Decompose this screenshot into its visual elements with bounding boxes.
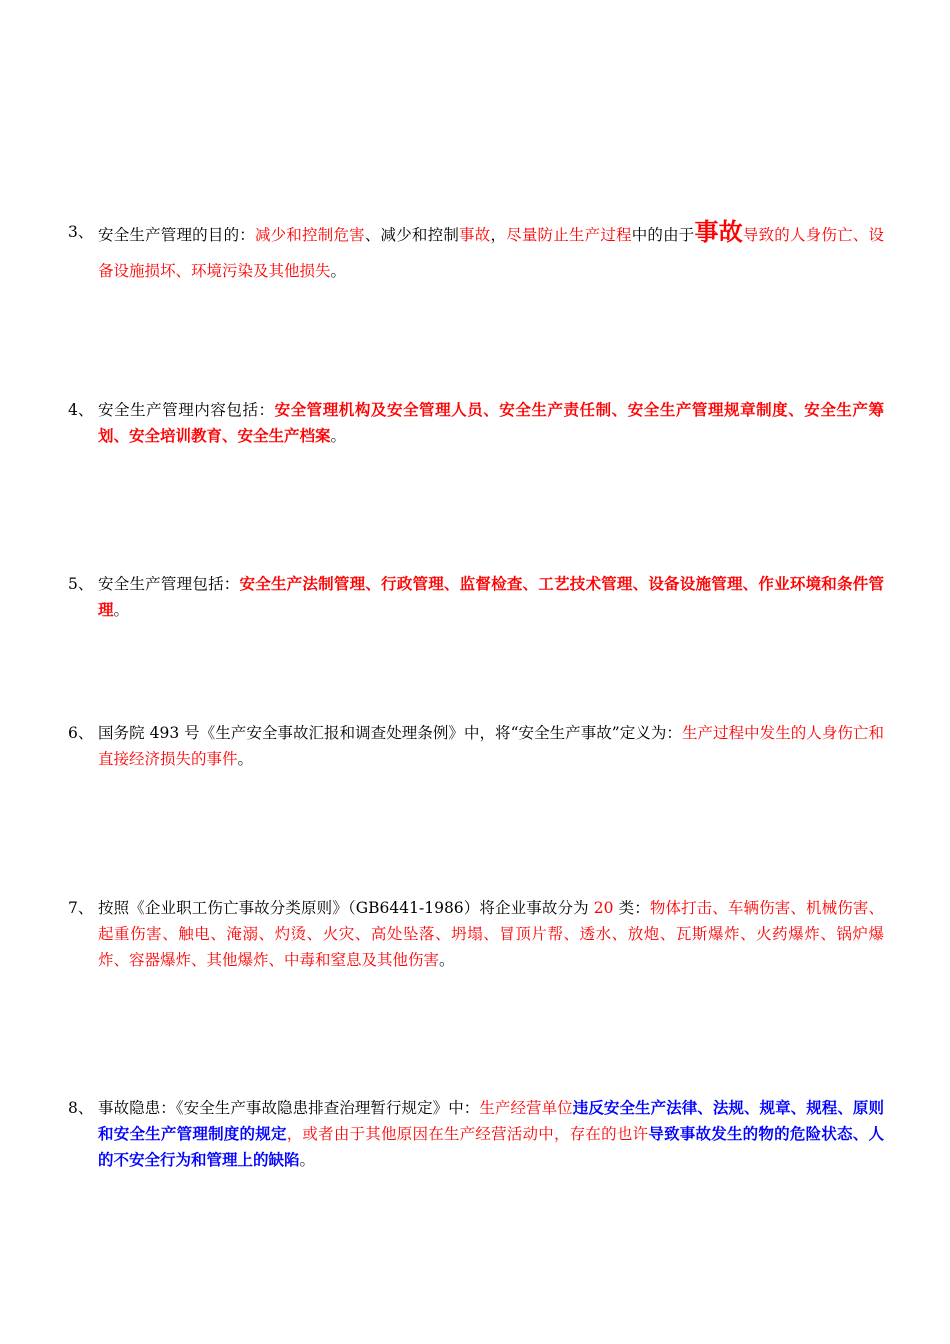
text-segment: 安全生产法制管理、行政管理、监督检查、工艺技术管理、设备设施管理、作业环境和条件管理 [98,574,884,619]
text-segment: 尽量防止生产过程 [506,226,632,244]
text-segment: 。 [330,262,347,280]
item-text [98,571,884,623]
item-number: 8、 [68,1099,94,1117]
text-segment: 国务院 493 号《生产安全事故汇报和调查处理条例》中，将“安全生产事故”定义为： [98,724,682,742]
text-segment: 物体打击、车辆伤害、机械伤害、起重伤害、触电、淹溺、灼烫、火灾、高处坠落、坍塌、冒顶片帮、透水、放炮、瓦斯爆炸、火药爆炸、锅炉爆炸、容器爆炸、其他爆炸、中毒和窒息及其他伤害 [98,899,884,969]
text-segment: 生产过程中发生的人身伤亡和直接经济损失的事件 [98,724,884,768]
text-segment: 。 [439,951,455,969]
text-segment: 安全生产管理的目的： [98,226,255,244]
item-text [98,397,884,449]
item-5 [68,571,884,623]
text-segment: 减少和控制危害 [254,226,365,244]
text-segment: 安全生产管理包括： [98,575,240,593]
text-segment: 生产经营单位 [479,1099,573,1117]
item-number: 5、 [68,575,94,593]
item-number: 3、 [68,223,94,241]
text-segment: 安全管理机构及安全管理人员、安全生产责任制、安全生产管理规章制度、安全生产筹划、安全培训教育、安全生产档案 [98,400,884,445]
text-segment: 。 [299,1151,316,1169]
item-text [98,895,884,973]
text-segment: 事故隐患：《安全生产事故隐患排查治理暂行规定》中： [98,1099,480,1117]
item-6 [68,720,884,772]
text-segment: 违反安全生产法律、法规、规章、规程、原则和安全生产管理制度的规定 [98,1098,884,1143]
text-segment: 按照《企业职工伤亡事故分类原则》（GB6441-1986）将企业事故分为 [98,899,594,917]
text-segment: 、减少和控制 [364,226,460,244]
text-segment: 事故 [459,226,491,244]
item-7 [68,895,884,973]
text-segment: 。 [113,601,130,619]
text-segment: 类： [613,899,650,917]
emphasized-term: 事故 [694,217,743,246]
text-segment: 导致的人身伤亡、设备设施损坏、环境污染及其他损失 [98,226,884,280]
item-text [98,214,884,289]
item-number: 4、 [68,401,94,419]
item-number: 7、 [68,899,94,917]
text-segment: 中的由于 [631,226,695,244]
text-segment: ， [490,226,507,244]
item-text [98,1095,884,1173]
text-segment: ，或者由于其他原因在生产经营活动中，存在的也许 [286,1125,649,1143]
text-segment: 导致事故发生的物的危险状态、人的不安全行为和管理上的缺陷 [98,1124,884,1169]
item-8 [68,1095,884,1173]
text-segment: 。 [330,427,347,445]
item-4 [68,397,884,449]
text-segment: 。 [237,750,254,768]
item-text [98,720,884,772]
text-segment: 20 [593,899,614,917]
text-segment: 安全生产管理内容包括： [98,401,275,419]
item-number: 6、 [68,724,94,742]
item-3 [68,214,884,289]
